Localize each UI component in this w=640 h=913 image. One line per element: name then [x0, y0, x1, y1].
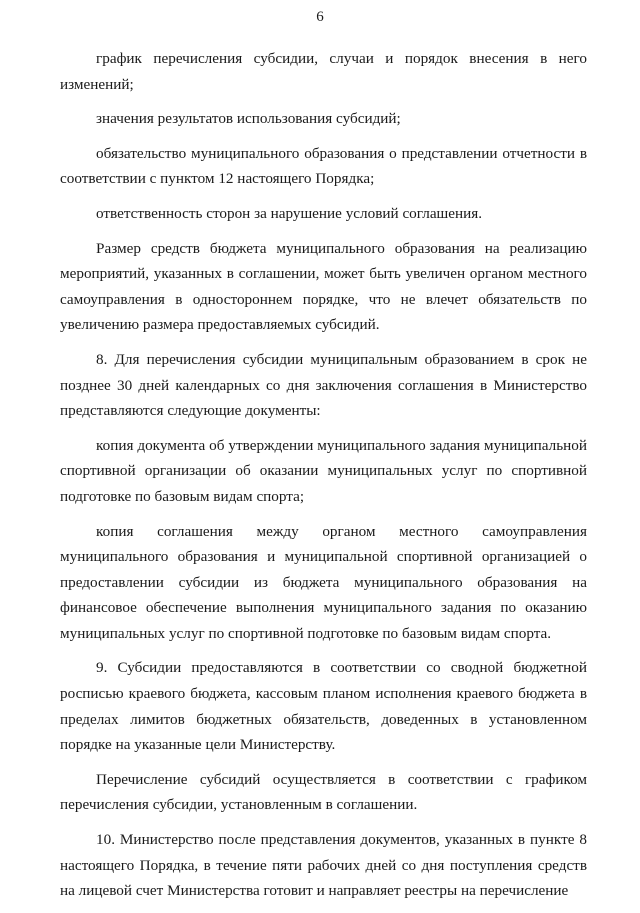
paragraph-10: Перечисление субсидий осуществляется в соответствии с графиком перечисления субсидии, установленным в соглашении.: [60, 770, 587, 814]
paragraph-8: копия соглашения между органом местного самоуправления муниципального образования и муниципальной спортивной организацией о предоставлении субсидии из бюджета муниципального образования на финансовое обеспечение выполнения муниципального задания по оказанию муниципальных услуг по спортивной подготовке по базовым видам спорта.: [60, 522, 587, 642]
page-number: 6: [316, 9, 324, 25]
paragraph-5: Размер средств бюджета муниципального образования на реализацию мероприятий, указанных в соглашении, может быть увеличен органом местного самоуправления в одностороннем порядке, что не влечет обязательств по увеличению размера предоставляемых субсидий.: [60, 239, 587, 334]
paragraph-1: график перечисления субсидии, случаи и порядок внесения в него изменений;: [60, 50, 587, 93]
paragraph-9: 9. Субсидии предоставляются в соответствии со сводной бюджетной росписью краевого бюджета, кассовым планом исполнения краевого бюджета в пределах лимитов бюджетных обязательств, доведенных в установленном порядке на указанные цели Министерству.: [60, 659, 587, 754]
paragraph-6: 8. Для перечисления субсидии муниципальным образованием в срок не позднее 30 дней календарных со дня заключения соглашения в Министерство представляются следующие документы:: [60, 350, 587, 420]
paragraph-7: копия документа об утверждении муниципального задания муниципальной спортивной организации об оказании муниципальных услуг по спортивной подготовке по базовым видам спорта;: [60, 436, 587, 505]
paragraph-11: 10. Министерство после представления документов, указанных в пункте 8 настоящего Порядка, в течение пяти рабочих дней со дня поступления средств на лицевой счет Министерства готовит и направляет реестры на перечисление: [60, 831, 587, 900]
document-body: [60, 46, 587, 913]
paragraph-4: ответственность сторон за нарушение условий соглашения.: [96, 204, 483, 222]
paragraph-3: обязательство муниципального образования о представлении отчетности в соответствии с пунктом 12 настоящего Порядка;: [60, 144, 587, 188]
paragraph-2: значения результатов использования субсидий;: [96, 110, 401, 128]
